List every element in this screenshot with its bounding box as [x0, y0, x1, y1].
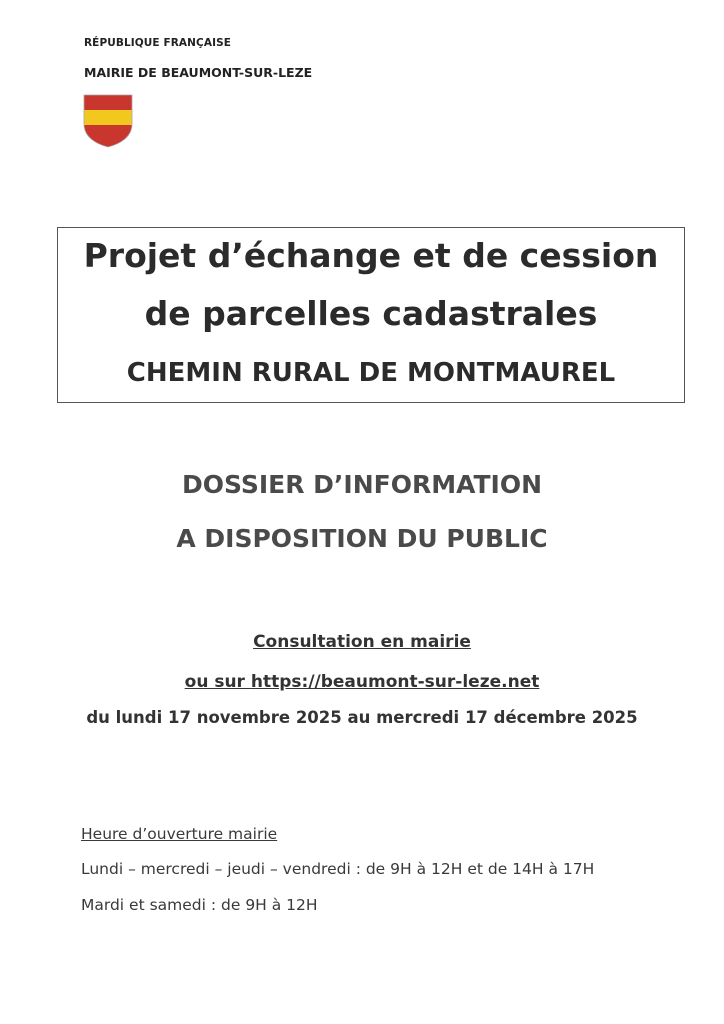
mairie-label: MAIRIE DE BEAUMONT-SUR-LEZE	[84, 65, 313, 80]
consultation-website	[0, 672, 724, 692]
dossier-heading-1: DOSSIER D’INFORMATION	[181, 470, 543, 499]
country-label: RÉPUBLIQUE FRANÇAISE	[84, 37, 232, 49]
website-link[interactable]: https://beaumont-sur-leze.net	[250, 672, 540, 692]
consultation-website-prefix: ou sur	[184, 672, 251, 692]
title-box	[57, 227, 685, 403]
title-line-2: de parcelles cadastrales	[144, 294, 598, 333]
opening-hours-weekdays: Lundi – mercredi – jeudi – vendredi : de 9H à 12H et de 14H à 17H	[81, 860, 595, 878]
title-line-1: Projet d’échange et de cession	[83, 236, 659, 275]
coat-of-arms-icon	[83, 94, 133, 148]
dossier-heading-2: A DISPOSITION DU PUBLIC	[176, 524, 548, 553]
opening-hours-saturday: Mardi et samedi : de 9H à 12H	[81, 896, 318, 914]
consultation-heading: Consultation en mairie	[253, 632, 471, 652]
opening-hours-title: Heure d’ouverture mairie	[81, 825, 278, 843]
title-line-3: CHEMIN RURAL DE MONTMAUREL	[126, 358, 616, 388]
consultation-dates: du lundi 17 novembre 2025 au mercredi 17 décembre 2025	[86, 708, 638, 727]
